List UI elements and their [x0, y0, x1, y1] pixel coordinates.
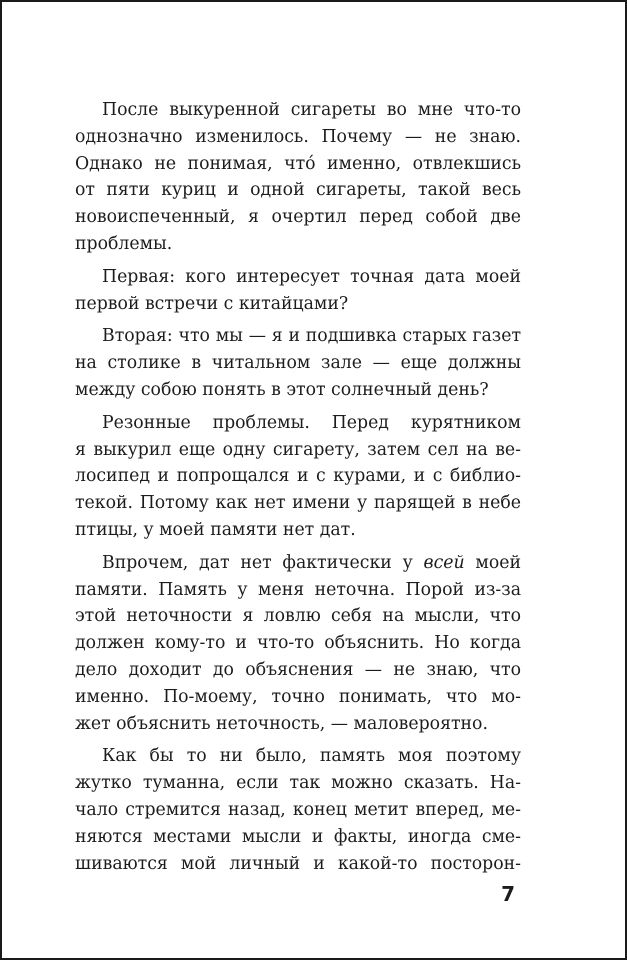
paragraph-3 [75, 323, 521, 403]
text-line: Первая: кого интересует точная дата моей [102, 266, 521, 287]
text-line: именно. По-моему, точно понимать, что мо- [75, 686, 521, 707]
page-number: 7 [501, 882, 515, 906]
paragraph-2 [75, 264, 521, 318]
paragraph-1 [75, 97, 521, 258]
text-line: однозначно изменилось. Почему — не знаю. [75, 126, 521, 147]
text-line: птицы, у моей памяти нет дат. [75, 519, 356, 540]
paragraph-5 [75, 550, 521, 738]
text-line: Однако не понимая, что́ именно, отвлекшись [75, 153, 521, 174]
text-line: этой неточности я ловлю себя на мысли, что [75, 606, 521, 627]
text-line: проблемы. [75, 233, 173, 254]
text-line: памяти. Память у меня неточна. Порой из-за [75, 579, 521, 600]
text-line: должен кому-то и что-то объяснить. Но когда [75, 633, 521, 654]
text-line: жутко туманна, если так можно сказать. На- [75, 773, 521, 794]
text-line: дело доходит до объяснения — не знаю, что [75, 659, 521, 680]
text-line: Резонные проблемы. Перед курятником [102, 412, 521, 433]
text-line: первой встречи с китайцами? [75, 293, 349, 314]
text-line: Вторая: что мы — я и подшивка старых газет [102, 326, 521, 347]
text-line: я выкурил еще одну сигарету, затем сел на ве- [75, 439, 521, 460]
text-line: чало стремится назад, конец метит вперед, ме- [75, 799, 521, 820]
text-line: на столике в читальном зале — еще должны [75, 353, 521, 374]
paragraph-6 [75, 743, 521, 877]
text-line: Как бы то ни было, память моя поэтому [102, 746, 521, 767]
body-text [75, 97, 521, 883]
text-line: После выкуренной сигареты во мне что-то [102, 100, 521, 120]
text-fragment: моей [464, 552, 521, 573]
text-line: текой. Потому как нет имени у парящей в небе [75, 493, 521, 514]
text-line: лосипед и попрощался и с курами, и с библио- [75, 466, 521, 487]
text-line [75, 550, 521, 577]
text-line: шиваются мой личный и какой-то посторон- [75, 853, 521, 874]
text-line: новоиспеченный, я очертил перед собой две [75, 207, 521, 228]
text-line: от пяти куриц и одной сигареты, такой весь [75, 180, 521, 201]
paragraph-4 [75, 410, 521, 544]
text-line: няются местами мысли и факты, иногда сме- [75, 826, 521, 847]
emphasis-word: всей [423, 552, 465, 573]
text-line: жет объяснить неточность, — маловероятно. [75, 713, 488, 734]
text-fragment: Впрочем, дат нет фактически у [102, 552, 424, 573]
text-line: между собою понять в этот солнечный день? [75, 379, 489, 400]
